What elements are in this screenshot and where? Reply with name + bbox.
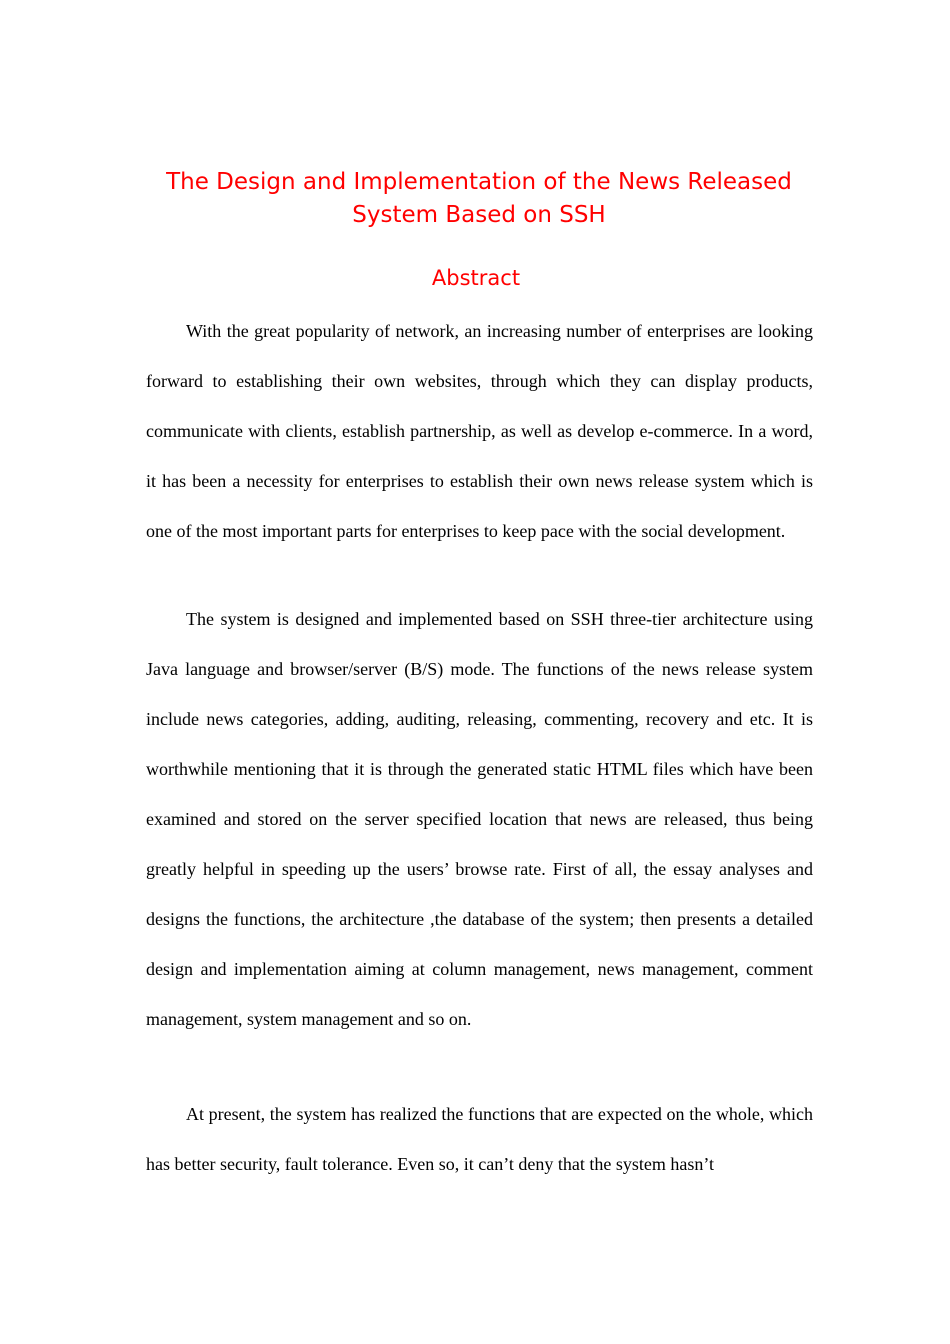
abstract-paragraph-3: At present, the system has realized the functions that are expected on the whole, which has better security, fault tolerance. Even so, it can’t deny that the system hasn’t xyxy=(146,1104,813,1174)
document-title: The Design and Implementation of the News Released System Based on SSH xyxy=(166,169,792,228)
abstract-heading: Abstract xyxy=(431,266,521,290)
abstract-paragraph-1: With the great popularity of network, an increasing number of enterprises are looking forward to establishing their own websites, through which they can display products, communicate with clients, establish partnership, as well as develop e-commerce. In a word, it has been a necessity for enterprises to establish their own news release system which is one of the most important parts for enterprises to keep pace with the social development. xyxy=(146,321,813,541)
abstract-paragraph-2: The system is designed and implemented based on SSH three-tier architecture using Java language and browser/server (B/S) mode. The functions of the news release system include news categories, adding, auditing, releasing, commenting, recovery and etc. It is worthwhile mentioning that it is through the generated static HTML files which have been examined and stored on the server specified location that news are released, thus being greatly helpful in speeding up the users’ browse rate. First of all, the essay analyses and designs the functions, the architecture ,the database of the system; then presents a detailed design and implementation aiming at column management, news management, comment management, system management and so on. xyxy=(146,609,813,1029)
